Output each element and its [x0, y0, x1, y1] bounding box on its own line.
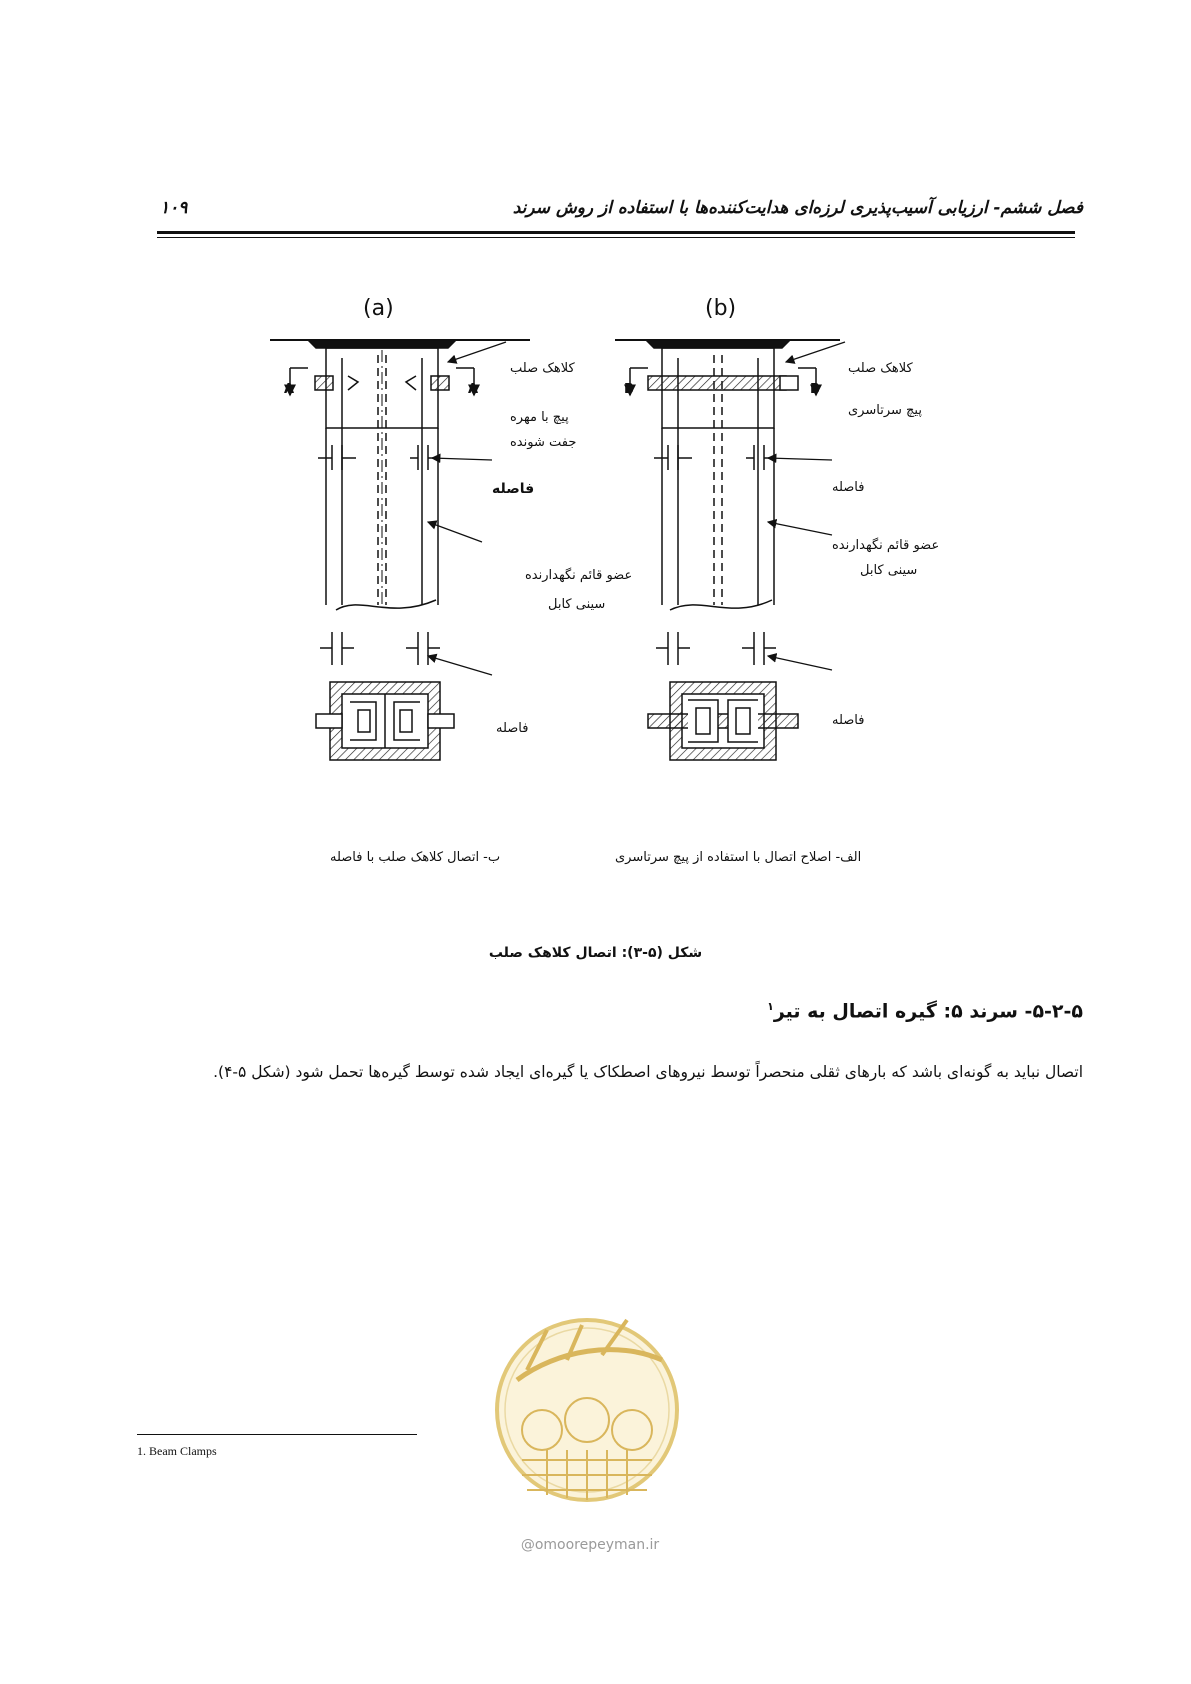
watermark-logo	[487, 1300, 687, 1530]
label-b-gap-bottom: فاصله	[832, 713, 865, 728]
footnote-reference: ۱	[767, 1000, 774, 1013]
figure-caption: شکل (۵-۳): اتصال کلاهک صلب	[488, 945, 703, 961]
page-number: ۱۰۹	[160, 198, 188, 218]
label-b-gap: فاصله	[832, 480, 865, 495]
footnote-text: 1. Beam Clamps	[137, 1444, 217, 1458]
label-b-member-2: سینی کابل	[860, 563, 918, 578]
label-a-cap: کلاهک صلب	[510, 361, 575, 376]
figure-rigid-cap	[260, 296, 1020, 890]
body-paragraph: اتصال نباید به گونه‌ای باشد که بارهای ثقلی منحصراً توسط نیروهای اصطکاک یا گیره‌ای ایجاد شده توسط گیره‌ها تحمل شود (شکل ۵-۴).	[213, 1063, 1083, 1081]
label-a-gap: فاصله	[492, 481, 535, 497]
subcaption-b: الف- اصلاح اتصال با استفاده از پیچ سرتاسری	[615, 850, 862, 865]
label-a-member: عضو قائم نگهدارنده	[525, 568, 633, 583]
header-title: فصل ششم- ارزیابی آسیب‌پذیری لرزه‌ای هدایت‌کننده‌ها با استفاده از روش سرند	[512, 198, 1083, 218]
label-a-bolt-2: جفت شونده	[510, 435, 577, 450]
footnote-rule	[137, 1434, 417, 1435]
section-mark-a-right: A	[468, 382, 479, 397]
figure-drawing	[260, 310, 1020, 890]
panel-b-drawing	[615, 340, 845, 760]
section-heading-text: ۵-۲-۵- سرند ۵: گیره اتصال به تیر	[773, 1000, 1083, 1023]
watermark-url: @omoorepeyman.ir	[520, 1537, 660, 1553]
header-rule	[157, 231, 1075, 234]
panel-a-tag: (a)	[363, 296, 394, 321]
subcaption-a: ب- اتصال کلاهک صلب با فاصله	[330, 850, 501, 865]
label-a-member-2: سینی کابل	[548, 597, 606, 612]
section-mark-b-right: B	[810, 382, 820, 397]
panel-b-tag: (b)	[705, 296, 737, 321]
label-b-bolt: پیچ سرتاسری	[848, 403, 922, 418]
header-rule-thin	[157, 237, 1075, 238]
label-a-bolt: پیچ با مهره	[510, 410, 569, 425]
label-b-cap: کلاهک صلب	[848, 361, 913, 376]
section-mark-a-left: A	[284, 382, 295, 397]
section-heading	[767, 1000, 1083, 1022]
panel-a-drawing	[270, 340, 530, 760]
label-a-gap-bottom: فاصله	[496, 721, 529, 736]
section-mark-b-left: B	[624, 382, 634, 397]
label-b-member: عضو قائم نگهدارنده	[832, 538, 940, 553]
